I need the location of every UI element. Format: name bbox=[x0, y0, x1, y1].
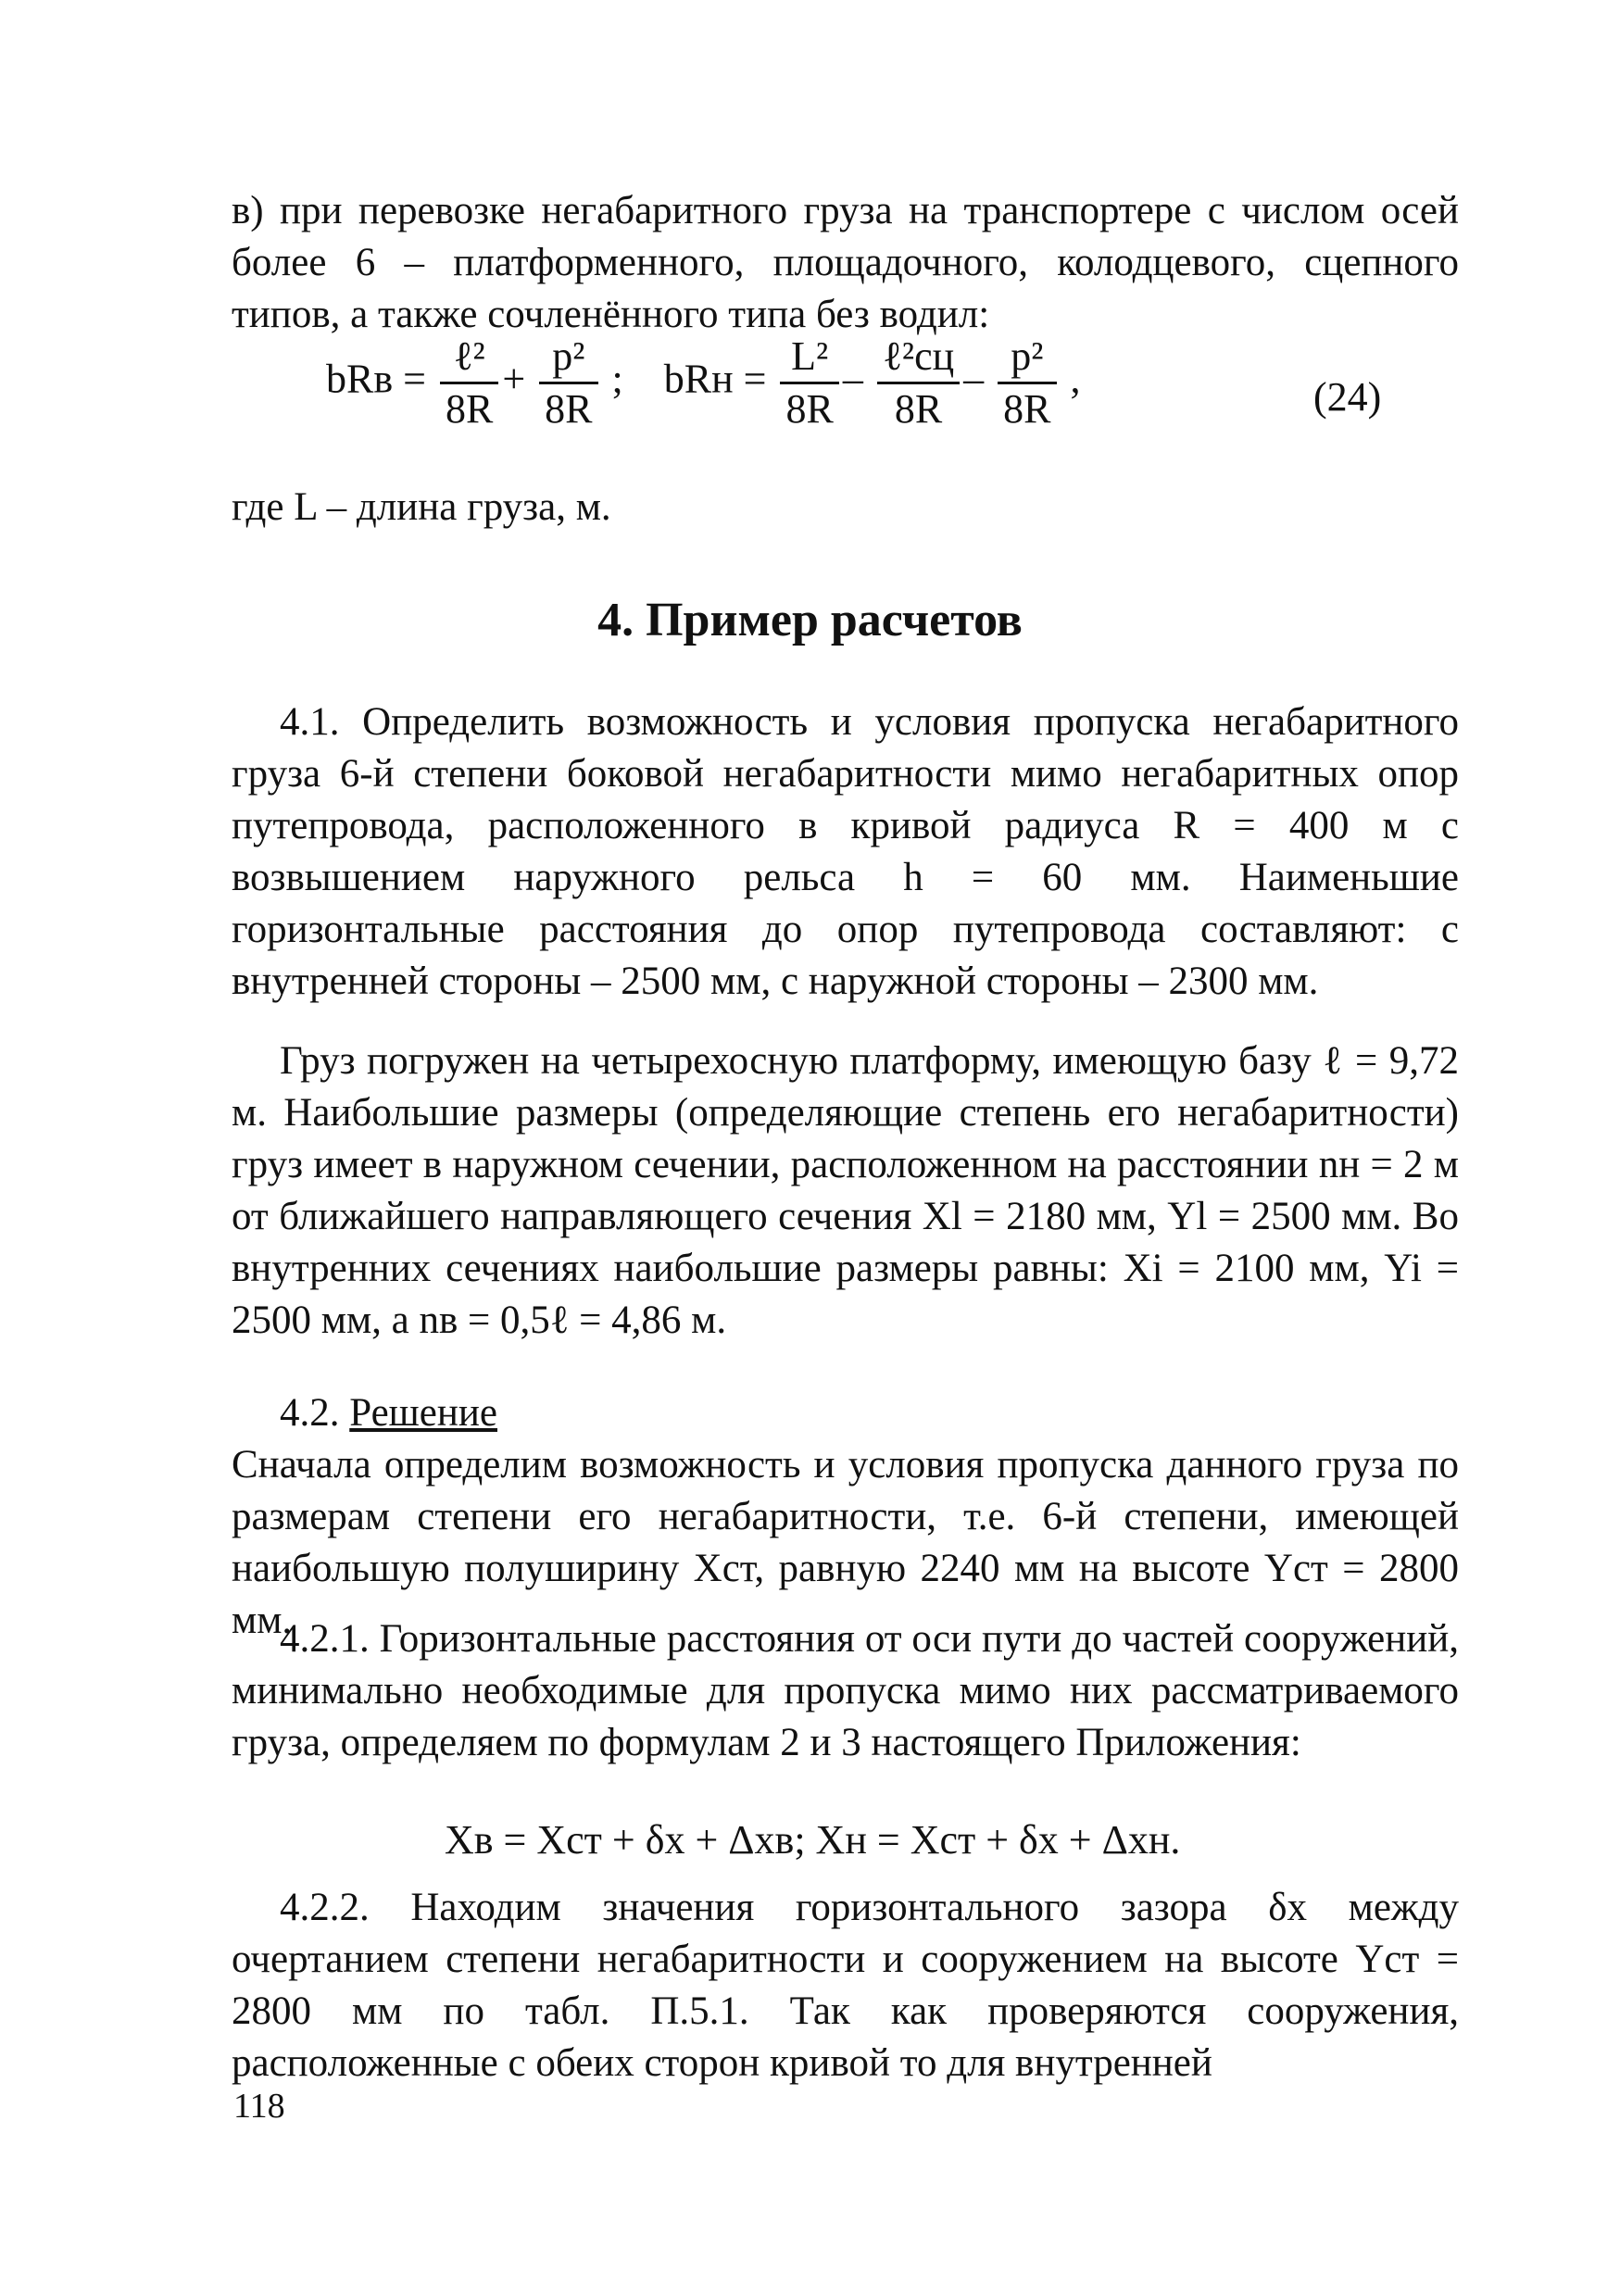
paragraph-cargo: Груз погружен на четырехосную платформу, имеющую базу ℓ = 9,72 м. Наибольшие размеры (определяющие степень его негабаритности) груз имеет в наружном сечении, расположенном на расстоянии nн = 2 м от ближайшего направляющего сечения Xl = 2180 мм, Yl = 2500 мм. Во внутренних сечениях наибольшие размеры равны: Xi = 2100 мм, Yi = 2500 мм, а nв = 0,5ℓ = 4,86 м. bbox=[232, 1039, 1459, 1342]
denominator-8r: 8R bbox=[1003, 386, 1051, 432]
separator: ; bbox=[611, 356, 623, 402]
formula-24: bRв = $\frac{\text{ℓ²}}{8R}$ + $\frac{\text{p²}}{8R}$ ; bRн = $\frac{\text{L²}}{8R}$ – $\frac{\text{ℓ²сц}}{8R}$ – $\frac{\text{p²}}{8R}$ , bbox=[326, 332, 1081, 434]
fraction-p2-8r bbox=[539, 332, 597, 434]
numerator-p2: p² bbox=[998, 332, 1056, 384]
numerator-p2: p² bbox=[539, 332, 597, 384]
formula-end: , bbox=[1070, 356, 1081, 402]
denominator-8r: 8R bbox=[894, 386, 943, 432]
intro-paragraph: в) при перевозке негабаритного груза на транспортере с числом осей более 6 – платформенного, площадочного, колодцевого, сцепного типов, а также сочленённого типа без водил: bbox=[232, 189, 1459, 336]
fraction-p2-8r-second bbox=[998, 332, 1056, 434]
numerator-l2: ℓ² bbox=[440, 332, 498, 384]
paragraph-4-2-1: 4.2.1. Горизонтальные расстояния от оси пути до частей сооружений, минимально необходимые для пропуска мимо них рассматриваемого груза, определяем по формулам 2 и 3 настоящего Приложения: bbox=[232, 1617, 1459, 1764]
subheading-4-2 bbox=[280, 1387, 1507, 1439]
section-heading: 4. Пример расчетов bbox=[597, 594, 1023, 646]
equals-sign: = bbox=[403, 356, 426, 402]
denominator-8r: 8R bbox=[445, 386, 494, 432]
subheading-number: 4.2. bbox=[280, 1391, 340, 1435]
fraction-lsc2-8r bbox=[877, 332, 960, 434]
paragraph-4-2-text: Сначала определим возможность и условия пропуска данного груза по размерам степени его негабаритности, т.е. 6-й степени, имеющей наибольшую полуширину Xст, равную 2240 мм на высоте Yст = 2800 мм. bbox=[232, 1443, 1459, 1642]
formula-x: Xв = Xст + δx + Δxв; Xн = Xст + δx + Δxн. bbox=[445, 1817, 1181, 1863]
page-number: 118 bbox=[233, 2087, 285, 2126]
paragraph-4-2-2: 4.2.2. Находим значения горизонтального зазора δx между очертанием степени негабаритности и сооружением на высоте Yст = 2800 мм по табл. П.5.1. Так как проверяются сооружения, расположенные с обеих сторон кривой то для внутренней bbox=[232, 1886, 1459, 2085]
paragraph-4-1: 4.1. Определить возможность и условия пропуска негабаритного груза 6-й степени боковой негабаритности мимо негабаритных опор путепровода, расположенного в кривой радиуса R = 400 м с возвышением наружного рельса h = 60 мм. Наименьшие горизонтальные расстояния до опор путепровода составляют: с внутренней стороны – 2500 мм, с наружной стороны – 2300 мм. bbox=[232, 700, 1459, 1003]
denominator-8r: 8R bbox=[785, 386, 834, 432]
numerator-lsc2: ℓ²сц bbox=[877, 332, 960, 384]
fraction-l2-8r bbox=[440, 332, 498, 434]
numerator-L2: L² bbox=[780, 332, 838, 384]
subheading-title: Решение bbox=[349, 1391, 497, 1435]
fraction-L2-8r bbox=[780, 332, 838, 434]
b-rn-symbol: bRн bbox=[663, 356, 734, 402]
denominator-8r: 8R bbox=[545, 386, 593, 432]
formula-number: (24) bbox=[1313, 374, 1382, 420]
where-clause: где L – длина груза, м. bbox=[232, 485, 611, 529]
b-rv-symbol: bRв bbox=[326, 356, 394, 402]
equals-sign: = bbox=[743, 356, 767, 402]
